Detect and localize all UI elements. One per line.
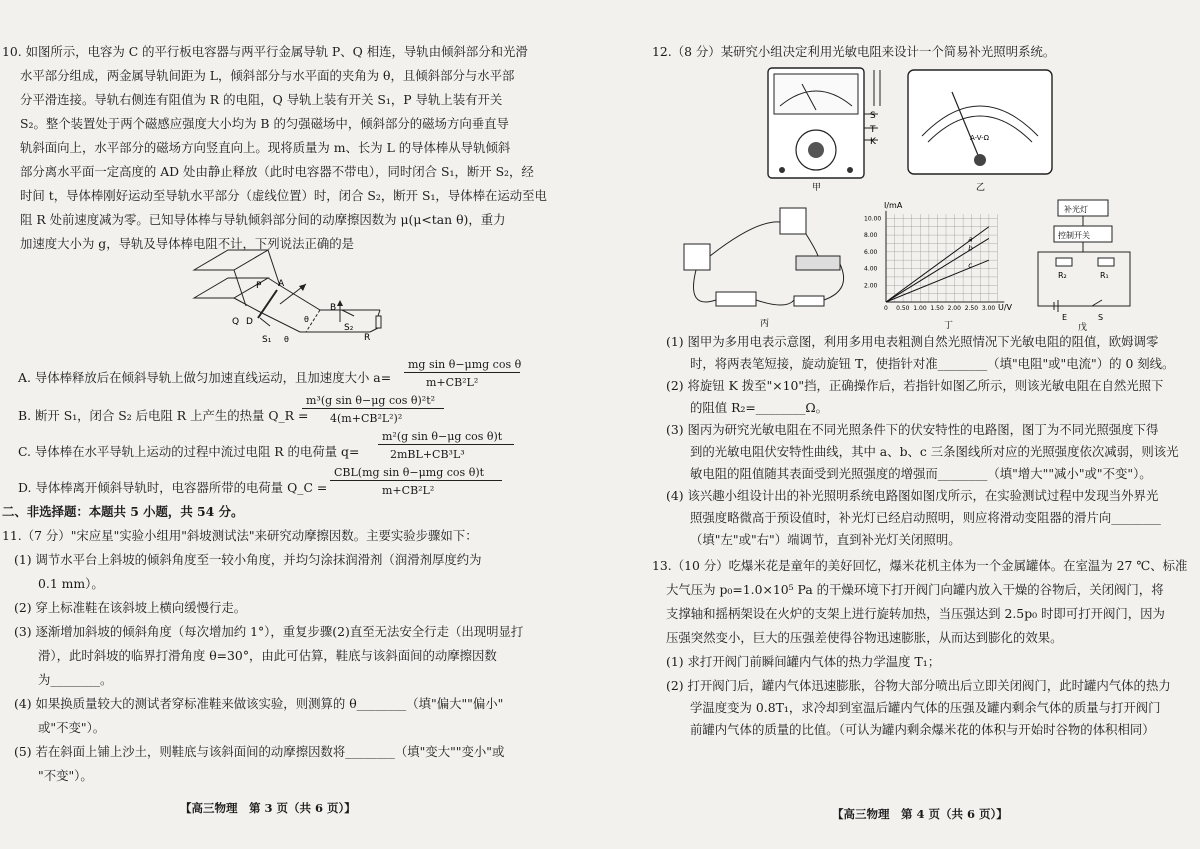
q10-rail-figure	[180, 240, 390, 350]
label-Q: Q	[232, 317, 240, 327]
q13-line-6: (2) 打开阀门后，罐内气体迅速膨胀，谷物大部分喷出后立即关闭阀门，此时罐内气体的热力	[666, 678, 1171, 693]
fig-label-wu: 戊	[1078, 323, 1088, 332]
label-lamp: 补光灯	[1064, 205, 1088, 214]
fig-label-yi: 乙	[976, 183, 986, 193]
footer-page-4: 【高三物理 第 4 页（共 6 页）】	[832, 807, 1008, 821]
section-2-heading: 二、非选择题：本题共 5 小题，共 54 分。	[2, 504, 244, 519]
q10-line-2: 水平部分组成，两金属导轨间距为 L，倾斜部分与水平面的夹角为 θ，且倾斜部分与水平部	[20, 68, 515, 83]
chart-axes	[886, 211, 1004, 302]
label-A: A	[278, 279, 285, 289]
meter-dial-figure-yi	[906, 66, 1056, 194]
label-B: B	[330, 303, 337, 313]
q12-line-1: (1) 图甲为多用电表示意图，利用多用电表粗测自然光照情况下光敏电阻的阻值，欧姆调零	[666, 334, 1159, 349]
label-S-knob: S	[870, 111, 876, 121]
chart-y-tick-label: 10.00	[864, 215, 882, 223]
q10-option-d-numerator: CBL(mg sin θ−μmg cos θ)t	[334, 466, 485, 479]
fig-label-bing: 丙	[760, 319, 770, 329]
chart-x-tick-label: 1.50	[930, 305, 944, 312]
q12-header: 12.（8 分）某研究小组决定利用光敏电阻来设计一个简易补光照明系统。	[652, 44, 1056, 59]
q11-line-5: (3) 逐渐增加斜坡的倾斜角度（每次增加约 1°），重复步骤(2)直至无法安全行走（出现明显打	[14, 624, 524, 639]
q11-line-3: 0.1 mm）。	[38, 576, 104, 591]
chart-series-label-b: b	[968, 244, 973, 253]
q11-line-1: 11.（7 分）"宋应星"实验小组用"斜坡测试法"来研究动摩擦因数。主要实验步骤如下：	[2, 528, 478, 543]
q12-line-8: (4) 该兴趣小组设计出的补光照明系统电路图如图戊所示，在实验测试过程中发现当外界光	[666, 488, 1159, 503]
q10-option-c-fraction-bar	[378, 444, 514, 445]
q10-option-c-denominator: 2mBL+CB³L³	[390, 448, 465, 461]
q11-line-7: 为________。	[38, 672, 113, 687]
q10-option-d-text: D. 导体棒离开倾斜导轨时，电容器所带的电荷量 Q_C =	[18, 480, 328, 495]
chart-x-tick-label: 0	[884, 305, 888, 312]
q10-line-9: 加速度大小为 g，导轨及导体棒电阻不计，下列说法正确的是	[20, 236, 355, 251]
q12-line-9: 照强度略微高于预设值时，补光灯已经启动照明，则应将滑动变阻器的滑片向________	[690, 510, 1161, 525]
label-D: D	[246, 317, 253, 327]
q10-option-c-numerator: m²(g sin θ−μg cos θ)t	[382, 430, 503, 443]
q11-line-9: 或"不变"）。	[38, 720, 106, 735]
chart-ticks	[864, 215, 995, 312]
q13-line-8: 前罐内气体的质量的比值。（可认为罐内剩余爆米花的体积与开始时谷物的体积相同）	[690, 722, 1155, 737]
chart-x-tick-label: 0.50	[896, 305, 910, 312]
q10-line-6: 部分离水平面一定高度的 AD 处由静止释放（此时电容器不带电），同时闭合 S₁，断开 S₂，经	[20, 164, 534, 179]
q10-line-1: 10. 如图所示，电容为 C 的平行板电容器与两平行金属导轨 P、Q 相连，导轨由倾斜部分和光滑	[2, 44, 528, 59]
q12-line-2: 时，将两表笔短接，旋动旋钮 T，使指针对准________（填"电阻"或"电流"）的 0 刻线。	[690, 356, 1175, 371]
fig-label-ding: 丁	[944, 321, 954, 331]
q10-option-d-denominator: m+CB²L²	[382, 484, 435, 497]
label-E: E	[1062, 313, 1068, 322]
lighting-circuit-figure-wu	[1036, 196, 1136, 332]
multimeter-figure-jia	[766, 66, 886, 194]
q11-line-6: 滑），此时斜坡的临界打滑角度 θ=30°，由此可估算，鞋底与该斜面间的动摩擦因数	[38, 648, 497, 663]
iv-characteristic-chart	[856, 198, 1026, 334]
footer-page-3: 【高三物理 第 3 页（共 6 页）】	[180, 801, 356, 815]
q10-option-c-text: C. 导体棒在水平导轨上运动的过程中流过电阻 R 的电荷量 q=	[18, 444, 360, 459]
chart-grid	[886, 214, 997, 302]
q10-option-b-denominator: 4(m+CB²L²)²	[330, 412, 403, 425]
chart-y-axis-label: I/mA	[884, 201, 903, 210]
svg-text:A-V-Ω: A-V-Ω	[970, 134, 990, 142]
q10-option-b-text: B. 断开 S₁，闭合 S₂ 后电阻 R 上产生的热量 Q_R =	[18, 408, 309, 423]
q11-line-11: "不变"）。	[38, 768, 93, 783]
q10-line-8: 阻 R 处前速度减为零。已知导体棒与导轨倾斜部分间的动摩擦因数为 μ(μ<tan θ)，重力	[20, 212, 506, 227]
label-R2: R₂	[1058, 271, 1067, 280]
label-control-switch: 控制开关	[1058, 231, 1090, 240]
chart-y-tick-label: 2.00	[864, 282, 878, 290]
q12-line-3: (2) 将旋钮 K 拨至"×10"挡，正确操作后，若指针如图乙所示，则该光敏电阻在自然光照下	[666, 378, 1164, 393]
q13-line-2: 大气压为 p₀=1.0×10⁵ Pa 的干燥环境下打开阀门向罐内放入干燥的谷物后，关闭阀门，将	[666, 582, 1164, 597]
circuit-figure-bing	[676, 200, 856, 332]
label-R1: R₁	[1100, 271, 1109, 280]
chart-x-tick-label: 2.00	[947, 305, 961, 312]
q13-line-4: 压强突然变小，巨大的压强差使得谷物迅速膨胀，从而达到膨化的效果。	[666, 630, 1063, 645]
q11-line-4: (2) 穿上标准鞋在该斜坡上横向缓慢行走。	[14, 600, 247, 615]
q13-line-7: 学温度变为 0.8T₁，求冷却到室温后罐内气体的压强及罐内剩余气体的质量与打开阀门	[690, 700, 1161, 715]
label-S1: S₁	[262, 335, 272, 345]
chart-y-tick-label: 4.00	[864, 265, 878, 273]
q12-line-7: 敏电阻的阻值随其表面受到光照强度的增强而________（填"增大""减小"或"不变"）。	[690, 466, 1152, 481]
q13-line-5: (1) 求打开阀门前瞬间罐内气体的热力学温度 T₁；	[666, 654, 941, 669]
q10-option-a-fraction-bar	[404, 372, 520, 373]
q13-line-1: 13.（10 分）吃爆米花是童年的美好回忆，爆米花机主体为一个金属罐体。在室温为 27 ℃、标准	[652, 558, 1188, 573]
label-R: R	[364, 333, 371, 343]
label-K-knob: K	[870, 137, 876, 147]
chart-x-tick-label: 2.50	[964, 305, 979, 312]
chart-series-label-c: c	[968, 261, 973, 270]
label-theta-2: θ	[284, 335, 289, 344]
fig-label-jia: 甲	[812, 183, 822, 193]
q10-option-a-text: A. 导体棒释放后在倾斜导轨上做匀加速直线运动，且加速度大小 a=	[18, 370, 392, 385]
exam-page-4	[600, 0, 1200, 849]
q12-line-6: 到的光敏电阻伏安特性曲线，其中 a、b、c 三条图线所对应的光照强度依次减弱，则该光	[690, 444, 1179, 459]
q13-line-3: 支撑轴和摇柄架设在火炉的支架上进行旋转加热，当压强达到 2.5p₀ 时即可打开阀门，因为	[666, 606, 1165, 621]
chart-series-label-a: a	[968, 235, 973, 244]
q10-option-b-numerator: m³(g sin θ−μg cos θ)²t²	[306, 394, 436, 407]
q10-line-4: S₂。整个装置处于两个磁感应强度大小均为 B 的匀强磁场中，倾斜部分的磁场方向垂直导	[20, 116, 509, 131]
q11-line-8: (4) 如果换质量较大的测试者穿标准鞋来做该实验，则测算的 θ________（填"偏大""偏小"	[14, 696, 504, 711]
chart-x-tick-label: 3.00	[981, 305, 996, 312]
q10-option-a-denominator: m+CB²L²	[426, 376, 479, 389]
q11-line-2: (1) 调节水平台上斜坡的倾斜角度至一较小角度，并均匀涂抹润滑剂（润滑剂厚度约为	[14, 552, 482, 567]
chart-y-tick-label: 6.00	[864, 248, 878, 256]
q10-option-a-numerator: mg sin θ−μmg cos θ	[408, 358, 522, 371]
label-P: P	[256, 281, 262, 291]
q11-line-10: (5) 若在斜面上铺上沙土，则鞋底与该斜面间的动摩擦因数将________（填"变大""变小"或	[14, 744, 505, 759]
q12-line-5: (3) 图丙为研究光敏电阻在不同光照条件下的伏安特性的电路图，图丁为不同光照强度下得	[666, 422, 1159, 437]
label-S2: S₂	[344, 323, 354, 333]
chart-x-axis-label: U/V	[998, 303, 1013, 312]
chart-x-tick-label: 1.00	[913, 305, 927, 312]
label-T-knob: T	[870, 125, 876, 135]
q10-line-5: 轨斜面向上，水平部分的磁场方向竖直向上。现将质量为 m、长为 L 的导体棒从导轨倾斜	[20, 140, 511, 155]
label-theta-1: θ	[304, 315, 309, 324]
q10-option-d-fraction-bar	[330, 480, 502, 481]
q12-line-10: （填"左"或"右"）端调节，直到补光灯关闭照明。	[690, 532, 961, 547]
q10-line-3: 分平滑连接。导轨右侧连有阻值为 R 的电阻，Q 导轨上装有开关 S₁，P 导轨上装有开关	[20, 92, 503, 107]
label-S-switch: S	[1098, 313, 1104, 322]
q10-option-b-fraction-bar	[302, 408, 444, 409]
q12-line-4: 的阻值 R₂=________Ω。	[690, 400, 829, 415]
q10-line-7: 时间 t，导体棒刚好运动至导轨水平部分（虚线位置）时，闭合 S₂，断开 S₁，导体棒在运动至电	[20, 188, 547, 203]
chart-y-tick-label: 8.00	[864, 232, 878, 240]
